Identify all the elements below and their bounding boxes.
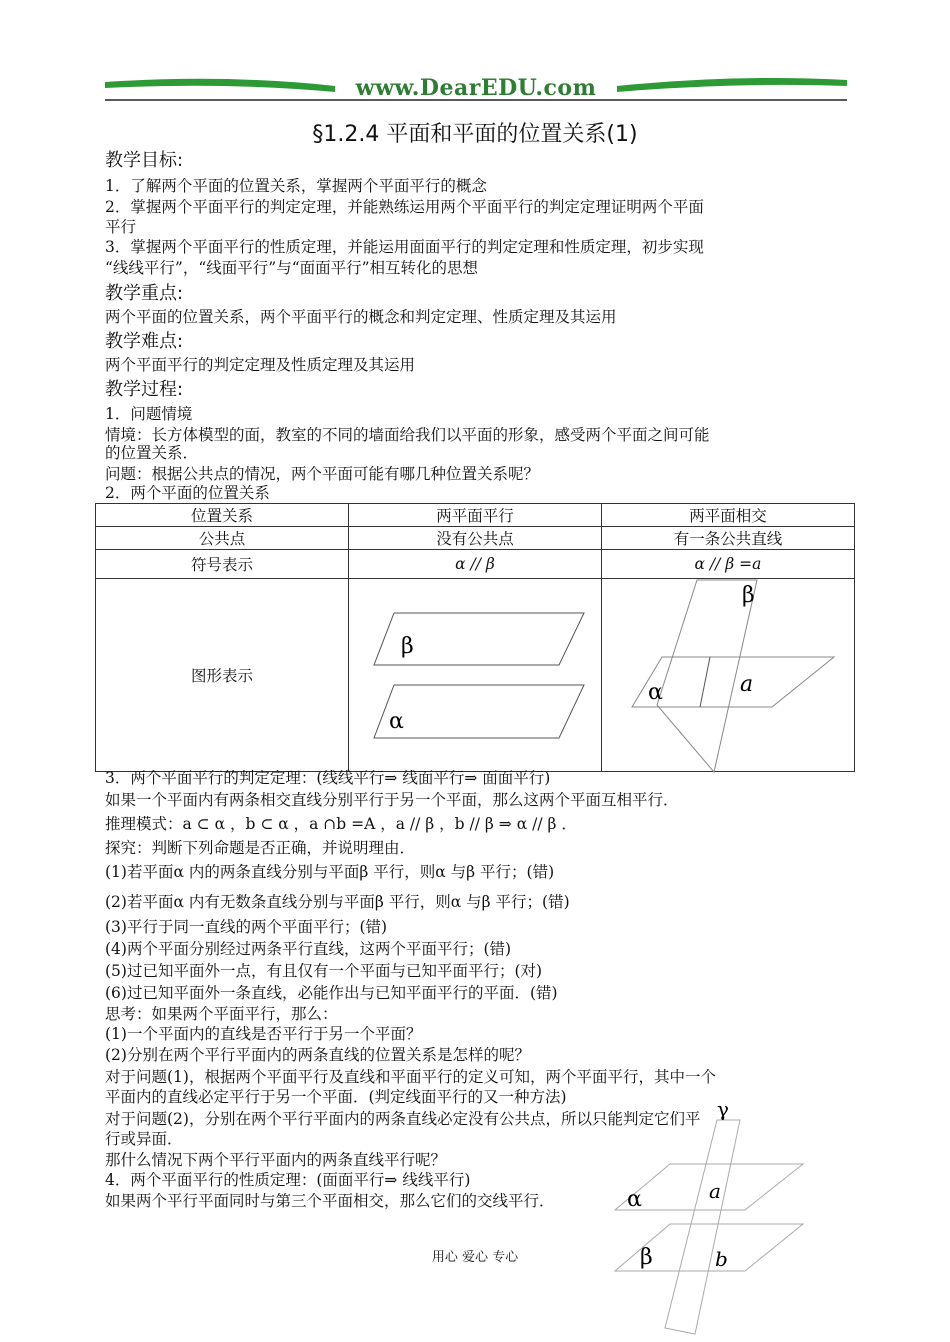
plane-alpha-label: α <box>648 680 663 705</box>
body-line: (4)两个平面分别经过两条平行直线，这两个平面平行；(错) <box>105 940 512 958</box>
table-cell: 有一条公共直线 <box>601 527 854 550</box>
body-line: 如果一个平面内有两条相交直线分别平行于另一个平面，那么这两个平面互相平行． <box>105 791 679 809</box>
plane-beta-label: β <box>401 634 414 659</box>
body-line: 平面内的直线必定平行于另一个平面．(判定线面平行的又一种方法) <box>105 1088 567 1106</box>
body-line: 推理模式：a ⊂ α ，b ⊂ α ，a ∩b =A ，a // β ，b // β ⇒ α // β ． <box>105 815 577 833</box>
parallel-planes-figure <box>349 575 602 767</box>
body-line: (5)过已知平面外一点，有且仅有一个平面与已知平面平行；(对) <box>105 962 543 980</box>
beta-label: β <box>640 1245 653 1270</box>
body-line: 探究：判断下列命题是否正确，并说明理由． <box>105 839 416 857</box>
site-logo-banner <box>105 72 847 106</box>
process-line: 问题：根据公共点的情况，两个平面可能有哪几种位置关系呢？ <box>105 465 540 483</box>
table-header: 位置关系 <box>96 504 349 527</box>
body-line: 那什么情况下两个平行平面内的两条直线平行呢？ <box>105 1151 447 1169</box>
line-a-label: a <box>709 1179 721 1203</box>
alpha-label: α <box>627 1187 642 1212</box>
difficult-text: 两个平面平行的判定定理及性质定理及其运用 <box>105 356 416 374</box>
table-cell: 符号表示 <box>96 550 349 579</box>
plane-alpha-label: α <box>389 709 404 734</box>
table-row <box>96 527 855 550</box>
process-heading: 教学过程: <box>105 379 184 400</box>
line-a-label: a <box>740 672 754 697</box>
intersecting-planes-figure <box>602 575 862 780</box>
page-footer: 用心 爱心 专心 <box>431 1250 519 1265</box>
table-cell: 没有公共点 <box>348 527 601 550</box>
process-line: 的位置关系． <box>105 444 199 462</box>
body-line: (2)分别在两个平行平面内的两条直线的位置关系是怎样的呢？ <box>105 1046 530 1064</box>
body-line: (6)过已知平面外一条直线，必能作出与已知平面平行的平面．(错) <box>105 984 558 1002</box>
line-b-label: b <box>715 1247 728 1271</box>
key-text: 两个平面的位置关系，两个平面平行的概念和判定定理、性质定理及其运用 <box>105 308 617 326</box>
table-header: 两平面平行 <box>348 504 601 527</box>
plane-beta-label: β <box>742 583 755 608</box>
table-cell: 公共点 <box>96 527 349 550</box>
body-line: 对于问题(1)，根据两个平面平行及直线和平面平行的定义可知，两个平面平行，其中一个 <box>105 1068 716 1086</box>
table-header: 两平面相交 <box>601 504 854 527</box>
key-heading: 教学重点: <box>105 283 184 304</box>
body-line: 对于问题(2)，分别在两个平行平面内的两条直线必定没有公共点，所以只能判定它们平 <box>105 1110 701 1128</box>
body-line: (1)若平面α 内的两条直线分别与平面β 平行，则α 与β 平行；(错) <box>105 863 555 881</box>
body-line: 4．两个平面平行的性质定理：(面面平行⇒ 线线平行) <box>105 1171 471 1189</box>
table-cell: α // β <box>348 550 601 579</box>
process-line: 1．问题情境 <box>105 405 193 423</box>
process-line: 情境：长方体模型的面，教室的不同的墙面给我们以平面的形象，感受两个平面之间可能 <box>105 426 710 444</box>
table-row <box>96 504 855 527</box>
property-theorem-figure <box>605 1098 820 1338</box>
goal-line: 2．掌握两个平面平行的判定定理，并能熟练运用两个平面平行的判定定理证明两个平面 <box>105 198 704 216</box>
goal-line: “线线平行”，“线面平行”与“面面平行”相互转化的思想 <box>105 259 479 277</box>
goals-heading: 教学目标: <box>105 150 184 171</box>
page-title: §1.2.4 平面和平面的位置关系(1) <box>312 122 638 147</box>
body-line: (2)若平面α 内有无数条直线分别与平面β 平行，则α 与β 平行；(错) <box>105 893 570 911</box>
body-line: 3．两个平面平行的判定定理：(线线平行⇒ 线面平行⇒ 面面平行) <box>105 769 551 787</box>
body-line: 如果两个平行平面同时与第三个平面相交，那么它们的交线平行． <box>105 1192 555 1210</box>
body-line: 思考：如果两个平面平行，那么： <box>105 1005 338 1023</box>
body-line: 行或异面． <box>105 1130 183 1148</box>
difficult-heading: 教学难点: <box>105 331 184 352</box>
process-line: 2．两个平面的位置关系 <box>105 484 270 502</box>
goal-line: 1．了解两个平面的位置关系，掌握两个平面平行的概念 <box>105 177 487 195</box>
goal-line: 3．掌握两个平面平行的性质定理，并能运用面面平行的判定定理和性质定理，初步实现 <box>105 238 704 256</box>
body-line: (1)一个平面内的直线是否平行于另一个平面？ <box>105 1025 422 1043</box>
logo-text: www.DearEDU.com <box>355 75 597 101</box>
body-line: (3)平行于同一直线的两个平面平行；(错) <box>105 918 388 936</box>
table-cell: α // β =a <box>601 550 854 579</box>
table-cell: 图形表示 <box>96 579 349 772</box>
gamma-label: γ <box>717 1098 729 1121</box>
goal-line: 平行 <box>105 218 137 236</box>
